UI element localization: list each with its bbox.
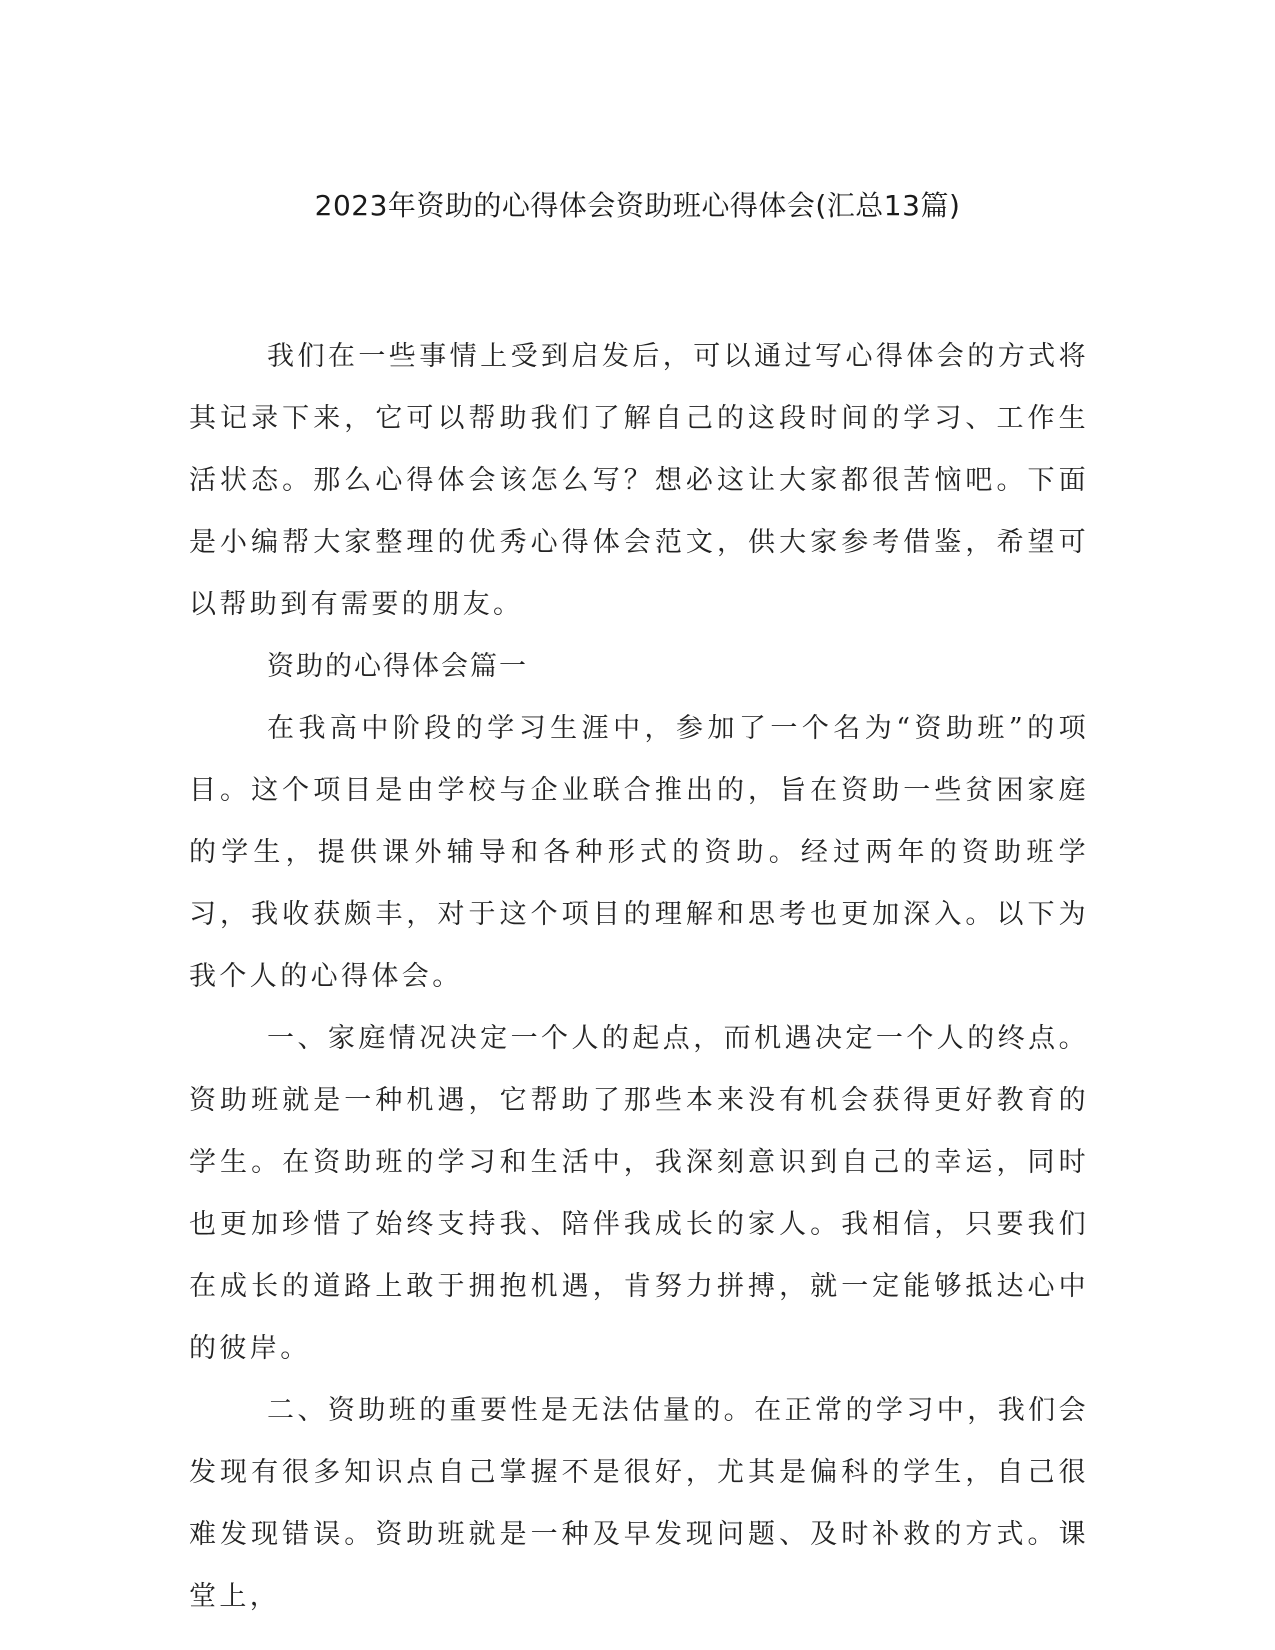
intro-paragraph: 我们在一些事情上受到启发后，可以通过写心得体会的方式将其记录下来，它可以帮助我们了解自己的这段时间的学习、工作生活状态。那么心得体会该怎么写？想必这让大家都很苦恼吧。下面是小编帮大家整理的优秀心得体会范文，供大家参考借鉴，希望可以帮助到有需要的朋友。 <box>189 341 1089 620</box>
section-heading-1: 资助的心得体会篇一 <box>267 651 528 682</box>
section-1-paragraph-2: 一、家庭情况决定一个人的起点，而机遇决定一个人的终点。资助班就是一种机遇，它帮助了那些本来没有机会获得更好教育的学生。在资助班的学习和生活中，我深刻意识到自己的幸运，同时也更加珍惜了始终支持我、陪伴我成长的家人。我相信，只要我们在成长的道路上敢于拥抱机遇，肯努力拼搏，就一定能够抵达心中的彼岸。 <box>189 1023 1089 1364</box>
section-1-paragraph-3: 二、资助班的重要性是无法估量的。在正常的学习中，我们会发现有很多知识点自己掌握不是很好，尤其是偏科的学生，自己很难发现错误。资助班就是一种及早发现问题、及时补救的方式。课堂上， <box>189 1395 1089 1612</box>
section-1-paragraph-1: 在我高中阶段的学习生涯中，参加了一个名为“资助班”的项目。这个项目是由学校与企业联合推出的，旨在资助一些贫困家庭的学生，提供课外辅导和各种形式的资助。经过两年的资助班学习，我收获颇丰，对于这个项目的理解和思考也更加深入。以下为我个人的心得体会。 <box>189 713 1089 992</box>
document-title: 2023年资助的心得体会资助班心得体会(汇总13篇) <box>314 189 961 222</box>
document-body <box>189 326 1089 1628</box>
